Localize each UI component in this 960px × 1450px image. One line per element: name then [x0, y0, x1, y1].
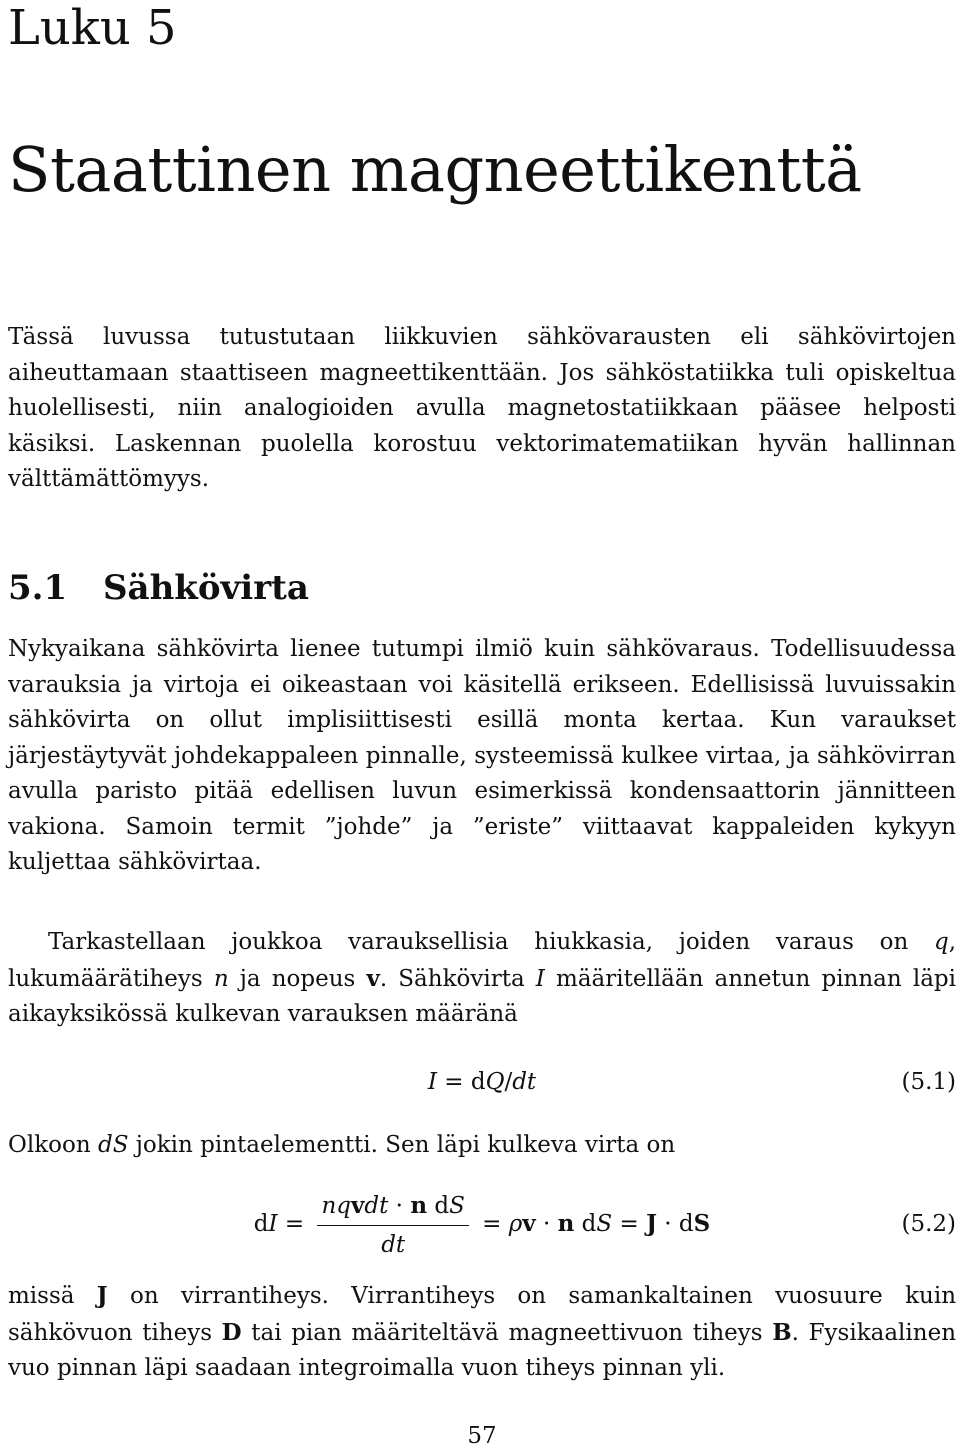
symbol-B: B — [772, 1318, 792, 1346]
page-number: 57 — [467, 1423, 497, 1449]
equation-5-1-body: I = dQ/dt — [427, 1069, 537, 1095]
symbol-J: J — [96, 1282, 108, 1309]
equation-5-2-number: (5.2) — [901, 1211, 956, 1237]
document-page — [8, 0, 956, 1450]
intro-paragraph: Tässä luvussa tutustutaan liikkuvien sähkövarausten eli sähkövirtojen aiheuttamaan staattiseen magneettikenttään. Jos sähköstatiikka tuli opiskeltua huolellisesti, niin analogioiden avulla magnetostatiikkaan pääsee helposti käsiksi. Laskennan puolella korostuu vektorimatematiikan hyvän hallinnan välttämättömyys. — [8, 324, 956, 492]
section-heading — [8, 566, 309, 610]
paragraph-current-definition: Tarkastellaan joukkoa varauksellisia hiukkasia, joiden varaus on q, lukumäärätiheys n ja nopeus v. Sähkövirta I määritellään annetun pinnan läpi aikayksikössä kulkevan varauksen määränä — [8, 929, 956, 1027]
section-title: Sähkövirta — [103, 568, 309, 608]
paragraph-current-density: missä J on virrantiheys. Virrantiheys on samankaltainen vuosuure kuin sähkövuon tiheys D tai pian määriteltävä magneettivuon tiheys B. Fysikaalinen vuo pinnan läpi saadaan integroimalla vuon tiheys pinnan yli. — [8, 1282, 957, 1381]
symbol-dS: dS — [97, 1132, 129, 1158]
paragraph-surface-element: Olkoon dS jokin pintaelementti. Sen läpi kulkeva virta on — [8, 1132, 676, 1158]
equation-5-2-body: dI = $\frac{\text{nqvdt · n dS}}{dt}$ = ρv · n dS = J · dS — [253, 1191, 711, 1258]
symbol-v: v — [366, 964, 380, 992]
fraction-numerator: nqvdt · n dS — [317, 1191, 468, 1226]
symbol-q: q — [933, 929, 949, 955]
equation-5-2-fraction — [317, 1191, 468, 1260]
chapter-label: Luku 5 — [8, 0, 177, 56]
equation-5-1-number: (5.1) — [901, 1069, 956, 1095]
symbol-I: I — [535, 965, 545, 992]
equation-5-1 — [8, 1064, 956, 1100]
fraction-denominator: dt — [381, 1231, 406, 1258]
chapter-title: Staattinen magneettikenttä — [8, 133, 862, 206]
symbol-D: D — [221, 1318, 242, 1346]
section-number: 5.1 — [8, 568, 68, 608]
symbol-n: n — [213, 965, 229, 992]
equation-5-2 — [8, 1186, 956, 1262]
paragraph-current-intro: Nykyaikana sähkövirta lienee tutumpi ilmiö kuin sähkövaraus. Todellisuudessa varauksia ja virtoja ei oikeastaan voi käsitellä erikseen. Edellisissä luvuissakin sähkövirta on ollut implisiittisesti esillä monta kertaa. Kun varaukset järjestäytyvät johdekappaleen pinnalle, systeemissä kulkee virtaa, ja sähkövirran avulla paristo pitää edellisen luvun esimerkissä kondensaattorin jännitteen vakiona. Samoin termit ”johde” ja ”eriste” viittaavat kappaleiden kykyyn kuljettaa sähkövirtaa. — [8, 636, 956, 875]
